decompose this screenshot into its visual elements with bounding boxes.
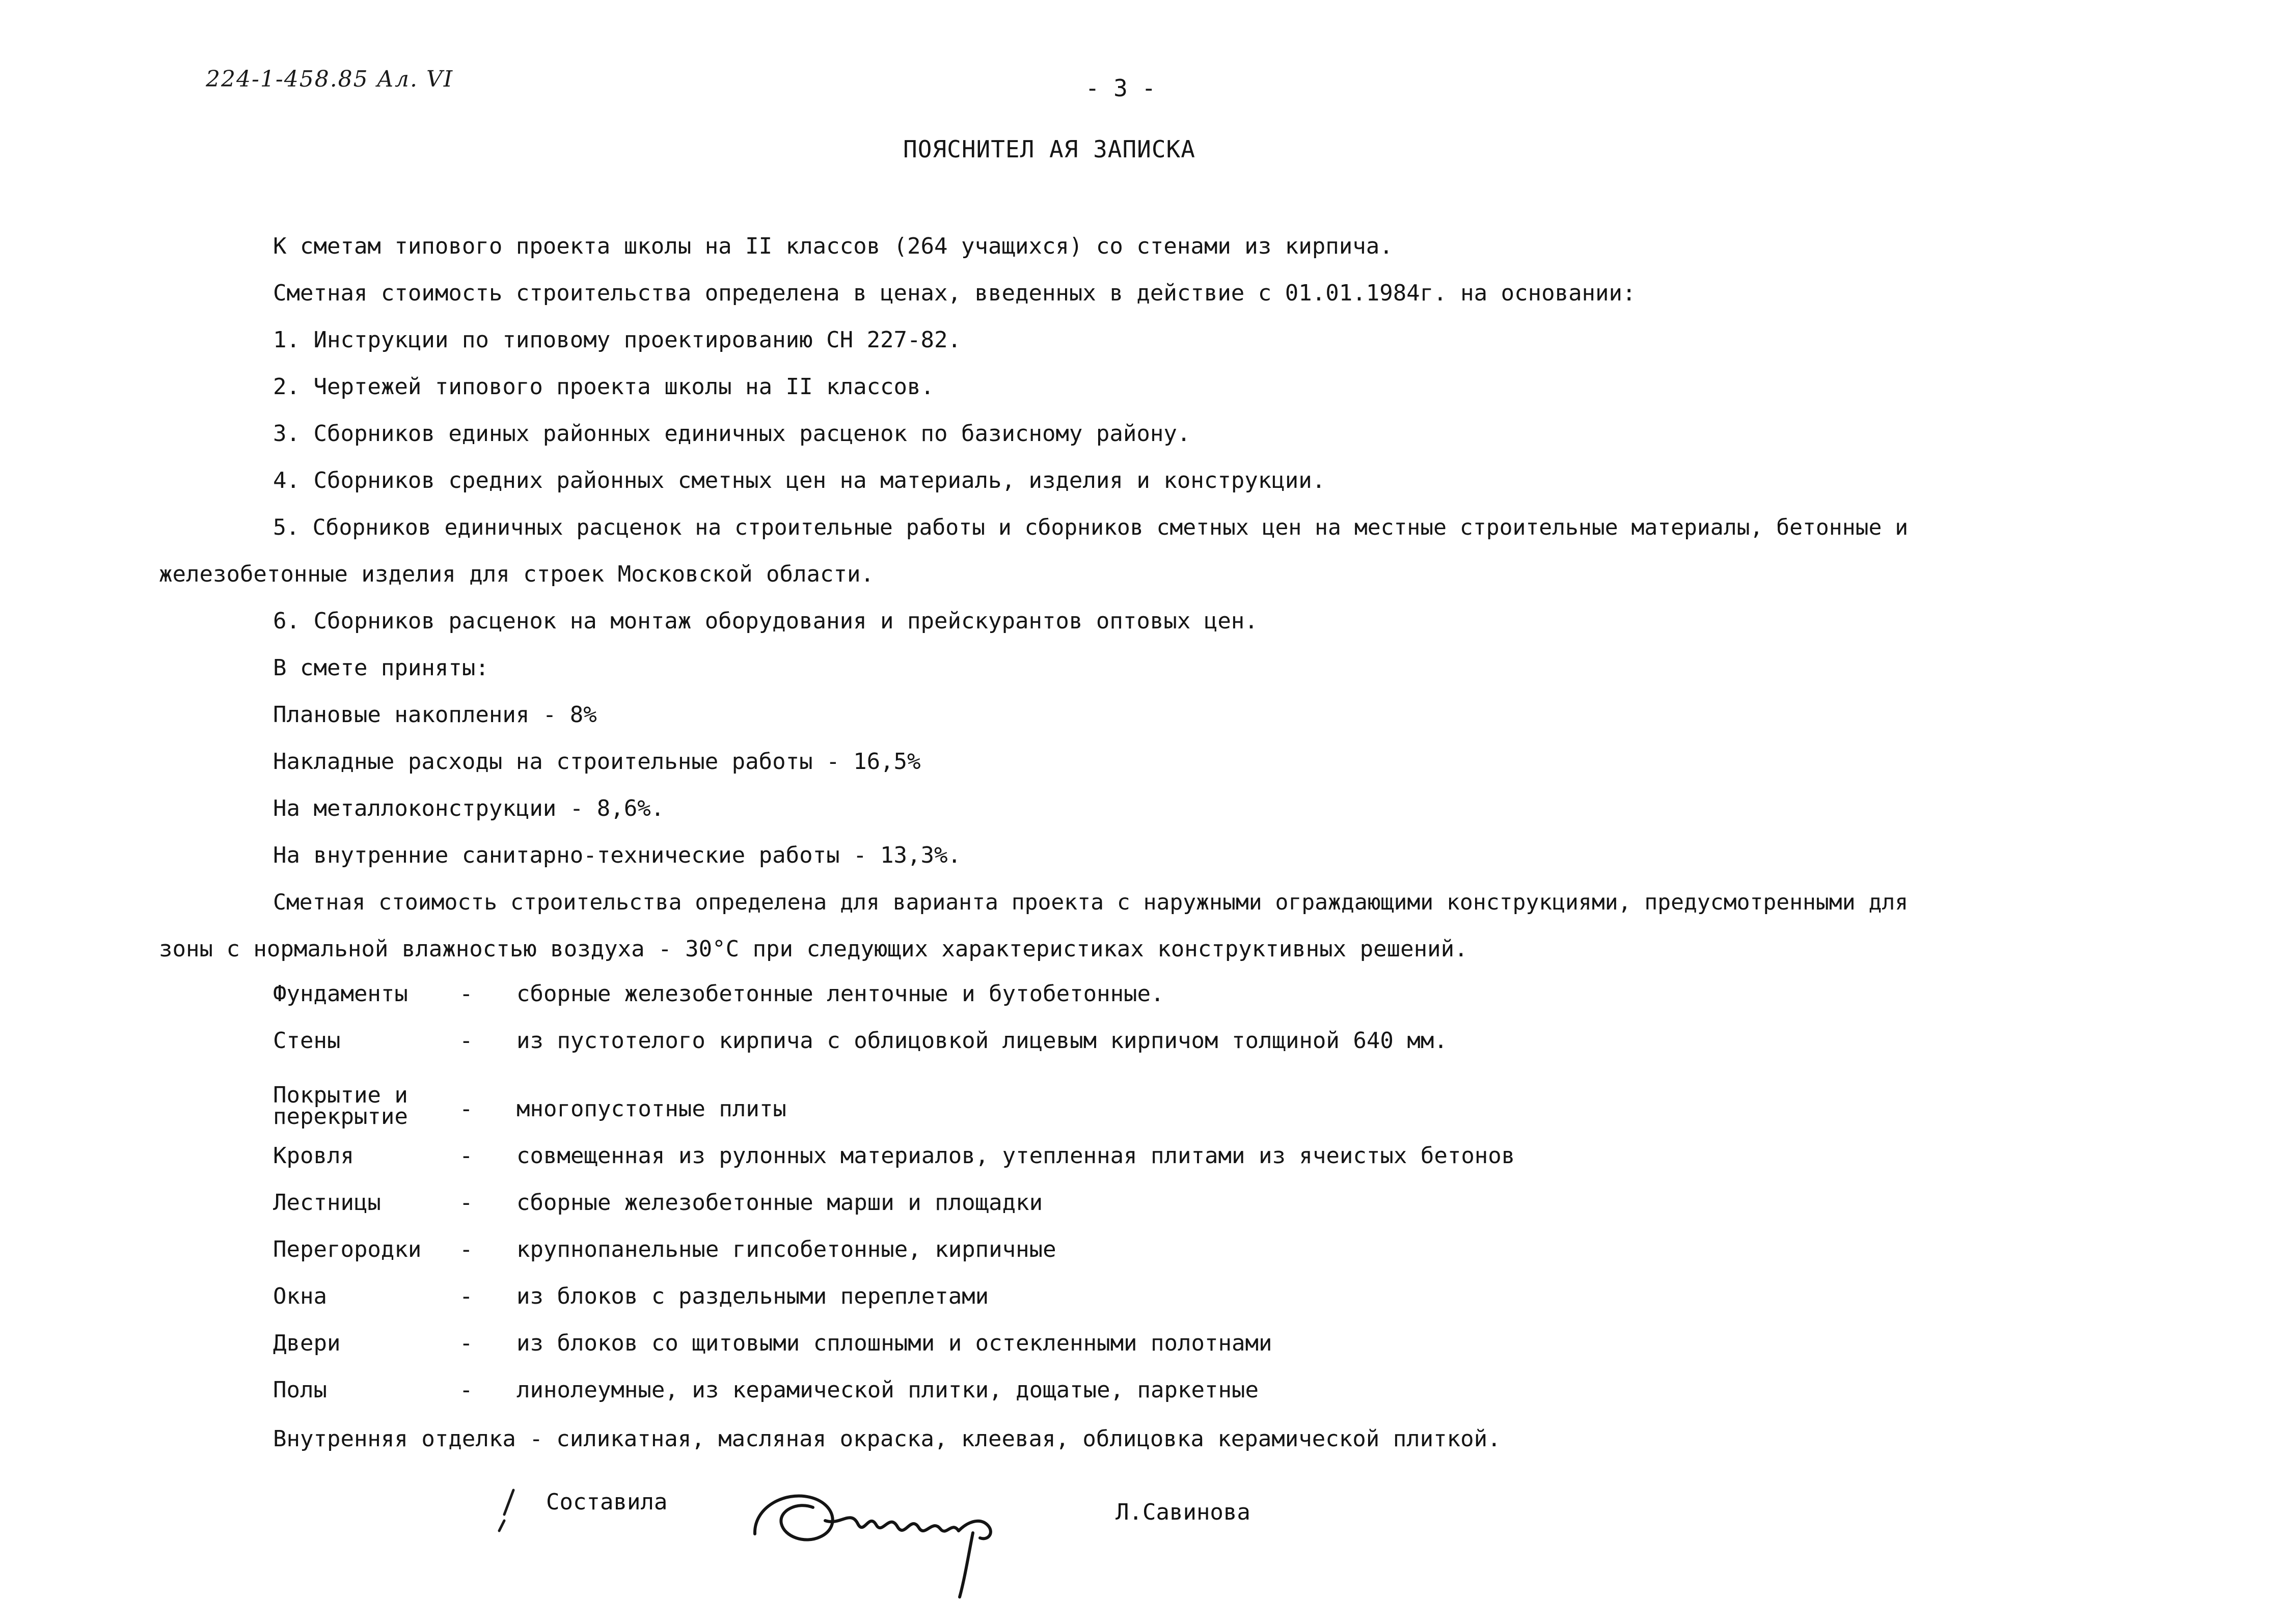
spec-value: из блоков с раздельными переплетами (516, 1283, 989, 1309)
spec-dash: - (459, 1143, 473, 1169)
spec-value: сборные железобетонные ленточные и бутобетонные. (516, 981, 1164, 1007)
spec-dash: - (459, 1028, 473, 1054)
rate-line: Плановые накопления - 8% (273, 702, 597, 728)
spec-dash: - (459, 1236, 473, 1262)
spec-value: из блоков со щитовыми сплошными и остекленными полотнами (516, 1330, 1272, 1356)
rate-line: На внутренние санитарно-технические работы - 13,3%. (273, 842, 962, 868)
spec-label: Стены (273, 1028, 341, 1054)
rates-heading: В смете приняты: (273, 655, 489, 681)
list-item: 6. Сборников расценок на монтаж оборудования и прейскурантов оптовых цен. (273, 608, 1258, 634)
spec-label: Лестницы (273, 1190, 381, 1216)
spec-label: Кровля (273, 1143, 354, 1169)
spec-dash: - (459, 981, 473, 1007)
list-item: 1. Инструкции по типовому проектированию СН 227-82. (273, 327, 962, 353)
document-title: ПОЯСНИТЕЛ АЯ ЗАПИСКА (903, 135, 1195, 163)
list-item-continuation: железобетонные изделия для строек Московской области. (159, 561, 874, 587)
spec-value: многопустотные плиты (516, 1096, 786, 1122)
spec-value: совмещенная из рулонных материалов, утепленная плитами из ячеистых бетонов (516, 1143, 1515, 1169)
signature-label: Составила (546, 1489, 668, 1515)
paragraph-line: зоны с нормальной влажностью воздуха - 30°С при следующих характеристиках конструктивных решений. (159, 936, 1468, 962)
spec-dash: - (459, 1283, 473, 1309)
spec-value: крупнопанельные гипсобетонные, кирпичные (516, 1236, 1056, 1262)
signatory-name: Л.Савинова (1115, 1499, 1250, 1525)
list-item: 3. Сборников единых районных единичных расценок по базисному району. (273, 421, 1191, 447)
rate-line: На металлоконструкции - 8,6%. (273, 795, 665, 821)
paragraph-line: Сметная стоимость строительства определена для варианта проекта с наружными ограждающими конструкциями, предусмотренными для (273, 890, 1909, 915)
spec-value: сборные железобетонные марши и площадки (516, 1190, 1043, 1216)
intro-line: К сметам типового проекта школы на II классов (264 учащихся) со стенами из кирпича. (273, 233, 1393, 259)
spec-dash: - (459, 1330, 473, 1356)
spec-dash: - (459, 1096, 473, 1122)
spec-label: Фундаменты (273, 981, 408, 1007)
spec-label: Окна (273, 1283, 327, 1309)
spec-value: линолеумные, из керамической плитки, дощатые, паркетные (516, 1377, 1259, 1403)
spec-value: из пустотелого кирпича с облицовкой лицевым кирпичом толщиной 640 мм. (516, 1028, 1448, 1054)
spec-label: Покрытие и перекрытие (273, 1082, 408, 1130)
spec-label: Двери (273, 1330, 341, 1356)
list-item: 4. Сборников средних районных сметных цен на материаль, изделия и конструкции. (273, 467, 1326, 493)
document-code: 224-1-458.85 Ал. VI (206, 66, 454, 92)
page-number: - 3 - (1085, 74, 1156, 102)
spec-dash: - (459, 1377, 473, 1403)
tick-mark-icon (497, 1487, 518, 1533)
list-item: 2. Чертежей типового проекта школы на II классов. (273, 374, 935, 400)
spec-label: Перегородки (273, 1236, 422, 1262)
spec-dash: - (459, 1190, 473, 1216)
intro-line: Сметная стоимость строительства определена в ценах, введенных в действие с 01.01.1984г. на основании: (273, 280, 1636, 306)
interior-finish-line: Внутренняя отделка - силикатная, масляная окраска, клеевая, облицовка керамической плиткой. (273, 1426, 1501, 1452)
list-item: 5. Сборников единичных расценок на строительные работы и сборников сметных цен на местные строительные материалы, бетонные и (273, 515, 1909, 540)
spec-label: Полы (273, 1377, 327, 1403)
handwritten-signature (749, 1477, 1034, 1599)
rate-line: Накладные расходы на строительные работы - 16,5% (273, 749, 921, 775)
